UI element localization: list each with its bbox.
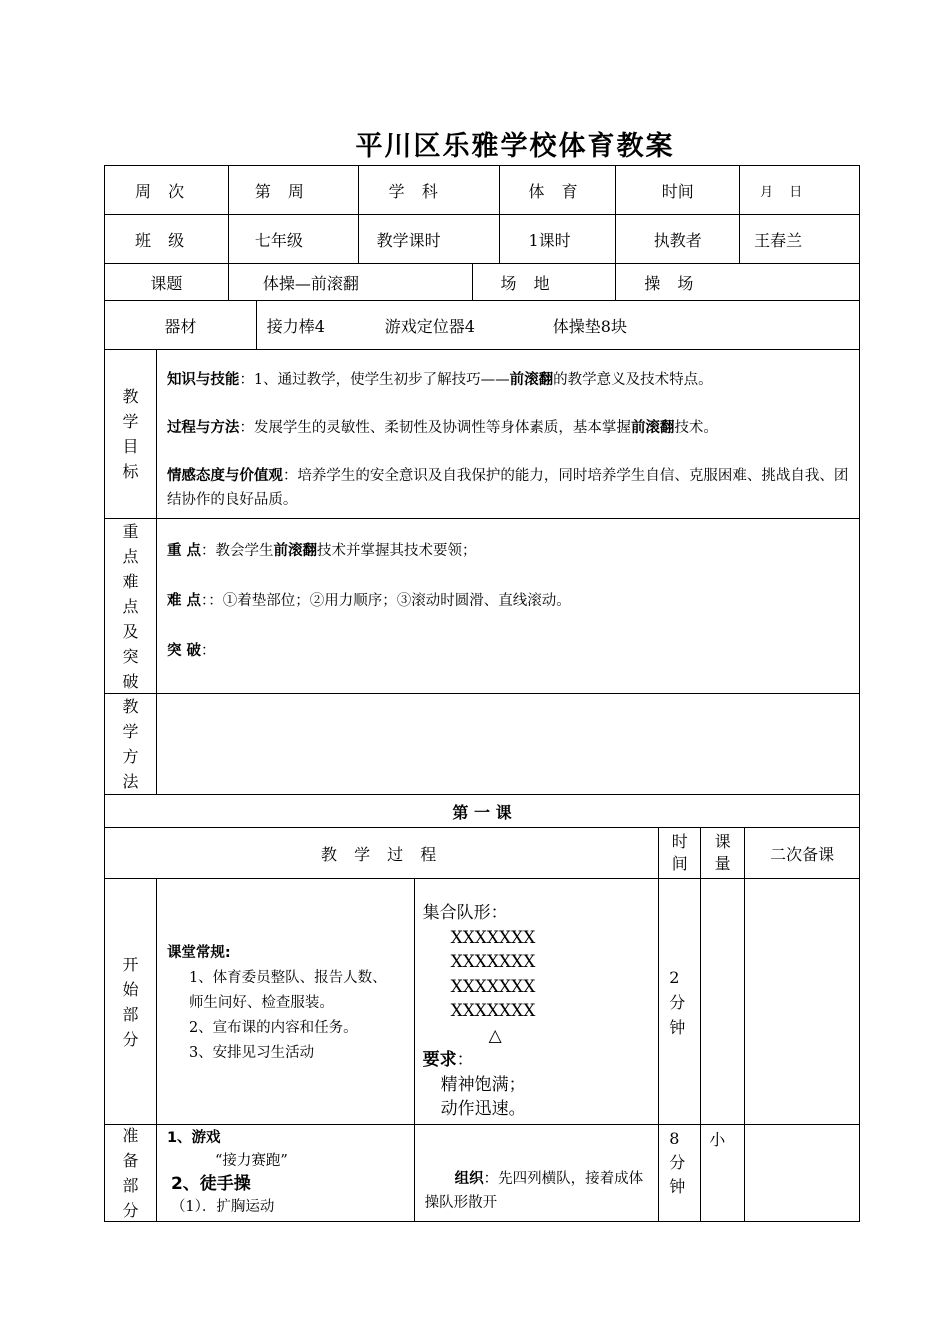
header-row-week [104,165,860,214]
methods-row [104,693,860,794]
venue-value: 操 场 [616,264,860,300]
class-value: 七年级 [229,215,359,263]
equipment-item: 体操垫8块 [552,316,627,336]
teacher-value: 王春兰 [740,215,860,263]
header-row-class [104,214,860,263]
keypoints-row [104,518,860,693]
formation-row: XXXXXXX [450,1001,536,1021]
objectives-content [157,350,860,518]
methods-content [157,694,860,794]
equipment-item: 接力棒4 [266,316,325,336]
prep-time: 8 分 钟 [659,1125,701,1221]
hours-label: 教学课时 [359,215,501,263]
game-name: “接力赛跑” [214,1153,288,1169]
week-value: 第 周 [229,166,359,214]
subject-value: 体 育 [500,166,616,214]
lesson-plan-table [104,165,860,1222]
start-section-label: 开 始 部 分 [105,879,157,1124]
objectives-row [104,349,860,518]
routine-item: 2、宣布课的内容和任务。 [188,1020,358,1036]
routine-title: 课堂常规: [166,945,231,961]
process-header: 教 学 过 程 [105,828,659,878]
prep-load: 小 [701,1125,745,1221]
requirement-title: 要求： [422,1050,474,1070]
formation-title: 集合队形： [422,903,508,923]
objectives-label: 教 学 目 标 [105,350,157,518]
equipment-label: 器材 [105,301,257,349]
start-second-prep [745,879,860,1124]
topic-label: 课题 [105,264,229,300]
routine-item: 1、体育委员整队、报告人数、 [188,970,387,986]
formation-row: XXXXXXX [450,976,536,997]
lesson-title-row [104,794,860,827]
start-load [701,879,745,1124]
exercise-item: （1）．扩胸运动 [170,1199,275,1215]
class-label: 班 级 [105,215,229,263]
prep-organization: 组织：先四列横队，接着成体操队形散开 [415,1125,660,1221]
prep-second-prep [745,1125,860,1221]
requirement-item: 动作迅速。 [440,1099,526,1119]
start-time: 2 分 钟 [659,879,701,1124]
second-prep-header: 二次备课 [745,828,860,878]
breakthrough-point: 突 破： [166,643,216,659]
hours-value: 1课时 [500,215,616,263]
difficulty-point: 难 点：：①着垫部位；②用力顺序；③滚动时圆滑、直线滚动。 [166,593,571,609]
equipment-item: 游戏定位器4 [384,316,475,336]
routine-content [157,879,415,1124]
topic-value: 体操—前滚翻 [229,264,473,300]
venue-label: 场 地 [473,264,617,300]
keypoints-content [157,519,860,693]
teacher-position-icon: △ [488,1025,502,1046]
formation-row: XXXXXXX [450,952,536,972]
emotion-objective: 情感态度与价值观：培养学生的安全意识及自我保护的能力，同时培养学生自信、克服困难、挑战自我、团结协作的良好品质。 [166,468,849,508]
game-title: 1、游戏 [166,1130,221,1146]
week-label: 周 次 [105,166,229,214]
teacher-label: 执教者 [616,215,740,263]
requirement-item: 精神饱满； [440,1074,526,1095]
subject-label: 学 科 [359,166,501,214]
prep-section-row [104,1124,860,1222]
prep-content [157,1125,415,1221]
header-row-equipment [104,300,860,349]
methods-label: 教 学 方 法 [105,694,157,794]
time-header: 时 间 [659,828,701,878]
prep-section-label: 准 备 部 分 [105,1125,157,1221]
formation-content [415,879,660,1124]
header-row-topic [104,263,860,300]
formation-row: XXXXXXX [450,927,536,948]
time-value: 月 日 [740,166,860,214]
equipment-list [257,301,860,349]
load-header: 课 量 [701,828,745,878]
start-section-row [104,878,860,1124]
knowledge-objective: 知识与技能：1、通过教学，使学生初步了解技巧——前滚翻的教学意义及技术特点。 [166,372,713,388]
exercise-title: 2、徒手操 [170,1174,251,1194]
routine-item: 师生问好、检查服装。 [188,995,334,1011]
key-point: 重 点：教会学生前滚翻技术并掌握其技术要领； [166,543,477,559]
page-title: 平川区乐雅学校体育教案 [355,131,675,162]
time-label: 时间 [616,166,740,214]
lesson-title: 第 一 课 [105,795,860,827]
process-objective: 过程与方法：发展学生的灵敏性、柔韧性及协调性等身体素质，基本掌握前滚翻技术。 [166,420,718,436]
keypoints-label: 重 点 难 点 及 突 破 [105,519,157,693]
process-header-row [104,827,860,878]
routine-item: 3、安排见习生活动 [188,1045,315,1061]
